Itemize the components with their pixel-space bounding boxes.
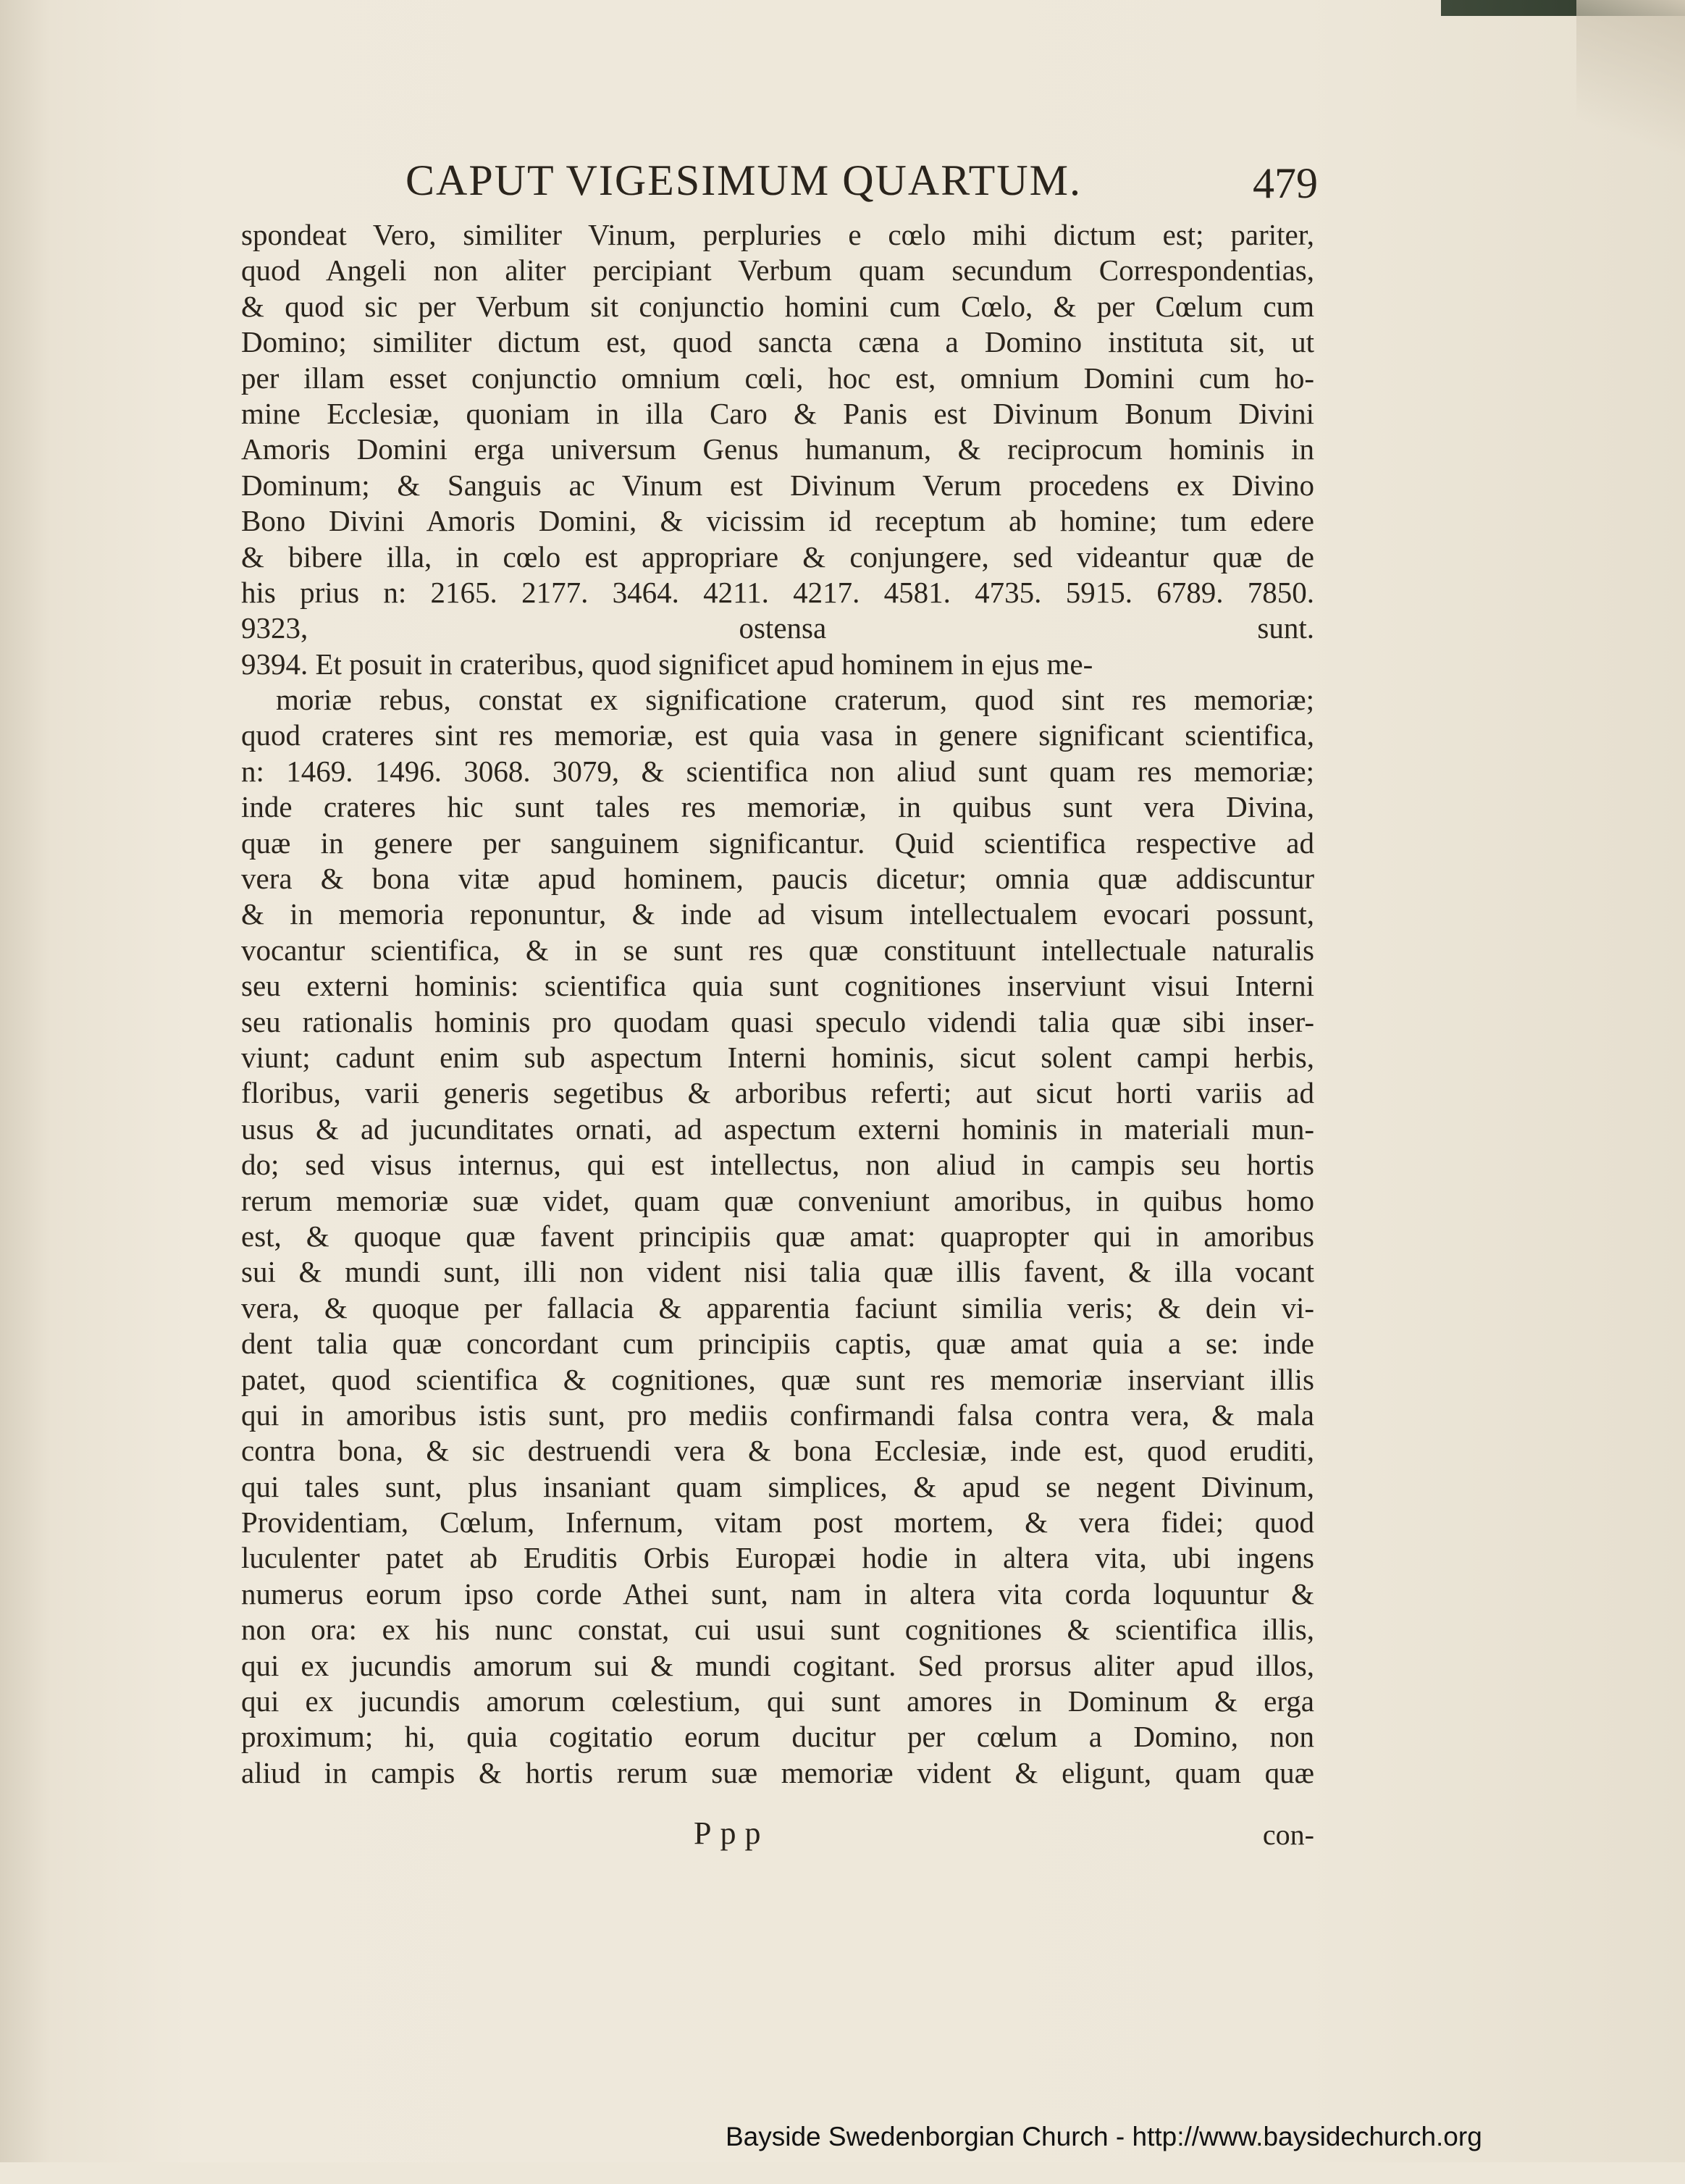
text-line: vocantur scientifica, & in se sunt res quæ constituunt intellectuale naturalis	[241, 933, 1314, 967]
page-footer	[241, 1815, 1314, 1858]
text-line: dent talia quæ concordant cum principiis captis, quæ amat quia a se: inde	[241, 1327, 1314, 1361]
text-line: 9323, ostensa sunt.	[241, 611, 1314, 645]
page-header	[406, 148, 1318, 214]
page-corner-shadow	[1576, 0, 1685, 188]
page-number: 479	[1253, 159, 1318, 207]
text-line: qui tales sunt, plus insaniant quam simplices, & apud se negent Divinum,	[241, 1469, 1314, 1503]
text-line: & bibere illa, in cœlo est appropriare & conjungere, sed videantur quæ de	[241, 539, 1314, 574]
text-line: & quod sic per Verbum sit conjunctio homini cum Cœlo, & per Cœlum cum	[241, 289, 1314, 323]
text-line: 9394. Et posuit in crateribus, quod significet apud hominem in ejus me-	[241, 647, 1093, 681]
text-line: floribus, varii generis segetibus & arboribus referti; aut sicut horti variis ad	[241, 1076, 1314, 1110]
text-line: per illam esset conjunctio omnium cœli, hoc est, omnium Domini cum ho-	[241, 361, 1314, 395]
text-line: seu rationalis hominis pro quodam quasi speculo videndi talia quæ sibi inser-	[241, 1004, 1314, 1038]
text-line: vera, & quoque per fallacia & apparentia faciunt similia veris; & dein vi-	[241, 1290, 1314, 1324]
body-text	[241, 217, 1314, 2184]
text-line	[241, 2149, 1314, 2184]
text-line: rerum memoriæ suæ videt, quam quæ conveniunt amoribus, in quibus homo	[241, 1183, 1314, 1217]
text-line	[241, 1934, 1314, 1970]
running-head: CAPUT VIGESIMUM QUARTUM.	[406, 156, 1082, 204]
signature-mark: Ppp	[694, 1815, 770, 1851]
text-line: n: 1469. 1496. 3068. 3079, & scientifica non aliud sunt quam res memoriæ;	[241, 754, 1314, 788]
text-line: mine Ecclesiæ, quoniam in illa Caro & Panis est Divinum Bonum Divini	[241, 396, 1314, 430]
text-line	[241, 1970, 1314, 2005]
text-line: quod crateres sint res memoriæ, est quia vasa in genere significant scientifica,	[241, 718, 1314, 752]
text-line: est, & quoque quæ favent principiis quæ amat: quapropter qui in amoribus	[241, 1219, 1314, 1253]
text-line: vera & bona vitæ apud hominem, paucis dicetur; omnia quæ addiscuntur	[241, 862, 1314, 896]
text-line: luculenter patet ab Eruditis Orbis Europæi hodie in altera vita, ubi ingens	[241, 1541, 1314, 1575]
text-line: usus & ad jucunditates ornati, ad aspectum externi hominis in materiali mun-	[241, 1112, 1314, 1146]
text-line: Providentiam, Cœlum, Infernum, vitam post mortem, & vera fidei; quod	[241, 1505, 1314, 1540]
text-line: do; sed visus internus, qui est intellectus, non aliud in campis seu hortis	[241, 1148, 1314, 1182]
text-line: qui in amoribus istis sunt, pro mediis confirmandi falsa contra vera, & mala	[241, 1398, 1314, 1432]
text-line	[241, 2006, 1314, 2041]
source-watermark: Bayside Swedenborgian Church - http://www.baysidechurch.org	[726, 2122, 1482, 2151]
text-line: Amoris Domini erga universum Genus humanum, & reciprocum hominis in	[241, 432, 1314, 466]
text-line: Bono Divini Amoris Domini, & vicissim id receptum ab homine; tum edere	[241, 504, 1314, 538]
text-line: quæ in genere per sanguinem significantur. Quid scientifica respective ad	[241, 826, 1314, 860]
text-line: & in memoria reponuntur, & inde ad visum intellectualem evocari possunt,	[241, 897, 1314, 931]
text-line	[241, 2041, 1314, 2077]
text-line: quod Angeli non aliter percipiant Verbum quam secundum Correspondentias,	[241, 253, 1314, 287]
text-line: spondeat Vero, similiter Vinum, perpluries e cœlo mihi dictum est; pariter,	[241, 218, 1314, 251]
text-line	[241, 2077, 1314, 2112]
text-line: his prius n: 2165. 2177. 3464. 4211. 4217. 4581. 4735. 5915. 6789. 7850.	[241, 575, 1314, 609]
text-line	[241, 1862, 1314, 1898]
text-line: numerus eorum ipso corde Athei sunt, nam in altera vita corda loquuntur &	[241, 1576, 1314, 1610]
text-line: patet, quod scientifica & cognitiones, quæ sunt res memoriæ inserviant illis	[241, 1362, 1314, 1396]
text-line: Domino; similiter dictum est, quod sancta cæna a Domino instituta sit, ut	[241, 325, 1314, 359]
paragraph-start: moriæ rebus, constat ex significatione craterum, quod sint res memoriæ;	[276, 683, 1314, 717]
text-line: inde crateres hic sunt tales res memoriæ, in quibus sunt vera Divina,	[241, 790, 1314, 824]
catchword: con-	[1262, 1818, 1314, 1851]
text-line: qui ex jucundis amorum cœlestium, qui sunt amores in Dominum & erga	[241, 1684, 1314, 1718]
text-line	[241, 1898, 1314, 1933]
text-line: sui & mundi sunt, illi non vident nisi talia quæ illis favent, & illa vocant	[241, 1255, 1314, 1289]
text-line: seu externi hominis: scientifica quia sunt cognitiones inserviunt visui Interni	[241, 969, 1314, 1003]
text-line: proximum; hi, quia cogitatio eorum ducitur per cœlum a Domino, non	[241, 1720, 1314, 1754]
text-line: qui ex jucundis amorum sui & mundi cogitant. Sed prorsus aliter apud illos,	[241, 1648, 1314, 1682]
text-line: non ora: ex his nunc constat, cui usui sunt cognitiones & scientifica illis,	[241, 1613, 1314, 1647]
text-line: contra bona, & sic destruendi vera & bona Ecclesiæ, inde est, quod eruditi,	[241, 1434, 1314, 1468]
text-line: aliud in campis & hortis rerum suæ memoriæ vident & eligunt, quam quæ	[241, 1755, 1314, 1789]
text-line: Dominum; & Sanguis ac Vinum est Divinum Verum procedens ex Divino	[241, 468, 1314, 502]
text-line: viunt; cadunt enim sub aspectum Interni hominis, sicut solent campi herbis,	[241, 1040, 1314, 1074]
